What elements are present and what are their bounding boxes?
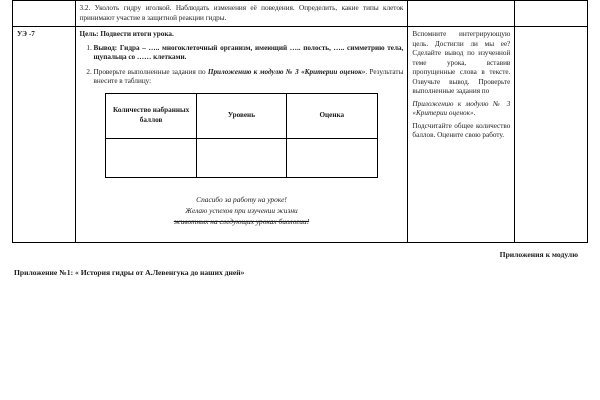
table-header-row (106, 93, 377, 138)
row-main-cell-ue7 (75, 27, 408, 243)
closing-line-1: Спасибо за работу на уроке! (196, 194, 287, 204)
note-paragraph-1: Вспомните интегрирующую цель. Достигли ли мы ее? Сделайте вывод по изученной теме урока, вставив пропущенные слова в тексте. Озвучьте вывод. Проверьте выполненные задания по (412, 30, 511, 95)
module-table (12, 0, 588, 243)
score-header-points: Количество набранных баллов (106, 93, 196, 138)
score-table (105, 93, 377, 178)
note-paragraph-3: Подсчитайте общее количество баллов. Оцените свою работу. (412, 121, 511, 139)
row-note-cell-ue7 (408, 27, 515, 243)
check-text-reference: Приложению к модулю № 3 «Критерии оценок» (207, 67, 366, 76)
score-cell-level (196, 138, 286, 177)
list-item (94, 44, 404, 63)
score-cell-points (106, 138, 196, 177)
check-text-suffix: . Результаты внесите в таблицу: (93, 67, 404, 85)
conclusion-text: Вывод: Гидра – ….. многоклеточный организм, имеющий ….. полость, ….. симметрию тела, щупальца со …… клетками. (93, 43, 404, 61)
table-row (13, 1, 588, 27)
row-code-cell-ue7: УЭ -7 (13, 27, 76, 243)
closing-message (80, 184, 404, 239)
note-paragraph-2: Приложению к модулю № 3 «Критерии оценок». (412, 99, 511, 117)
closing-line-3: животных на следующих уроках биологии! (173, 216, 310, 226)
row-note-cell (408, 1, 515, 27)
appendix-heading: Приложения к модулю (499, 249, 578, 259)
list-item (94, 68, 404, 87)
row-last-cell (515, 1, 588, 27)
row-code-cell (13, 1, 76, 27)
score-cell-mark (287, 138, 377, 177)
task-list (80, 44, 404, 87)
row-last-cell-ue7 (515, 27, 588, 243)
task-paragraph: 3.2. Уколоть гидру иголкой. Наблюдать изменения её поведения. Определить, какие типы клеток принимают участие в защитной реакции гидры. (79, 4, 404, 22)
table-row (106, 138, 377, 177)
appendix-item-1: Приложение №1: « История гидры от А.Левенгука до наших дней» (14, 267, 245, 277)
row-main-cell (75, 1, 408, 27)
score-header-level: Уровень (196, 93, 286, 138)
score-header-mark: Оценка (287, 93, 377, 138)
closing-line-2: Желаю успехов при изучении жизни (185, 205, 298, 215)
lesson-goal: Цель: Подвести итоги урока. (79, 30, 174, 38)
check-text-prefix: Проверьте выполненные задания по (93, 67, 208, 76)
table-row (13, 27, 588, 243)
